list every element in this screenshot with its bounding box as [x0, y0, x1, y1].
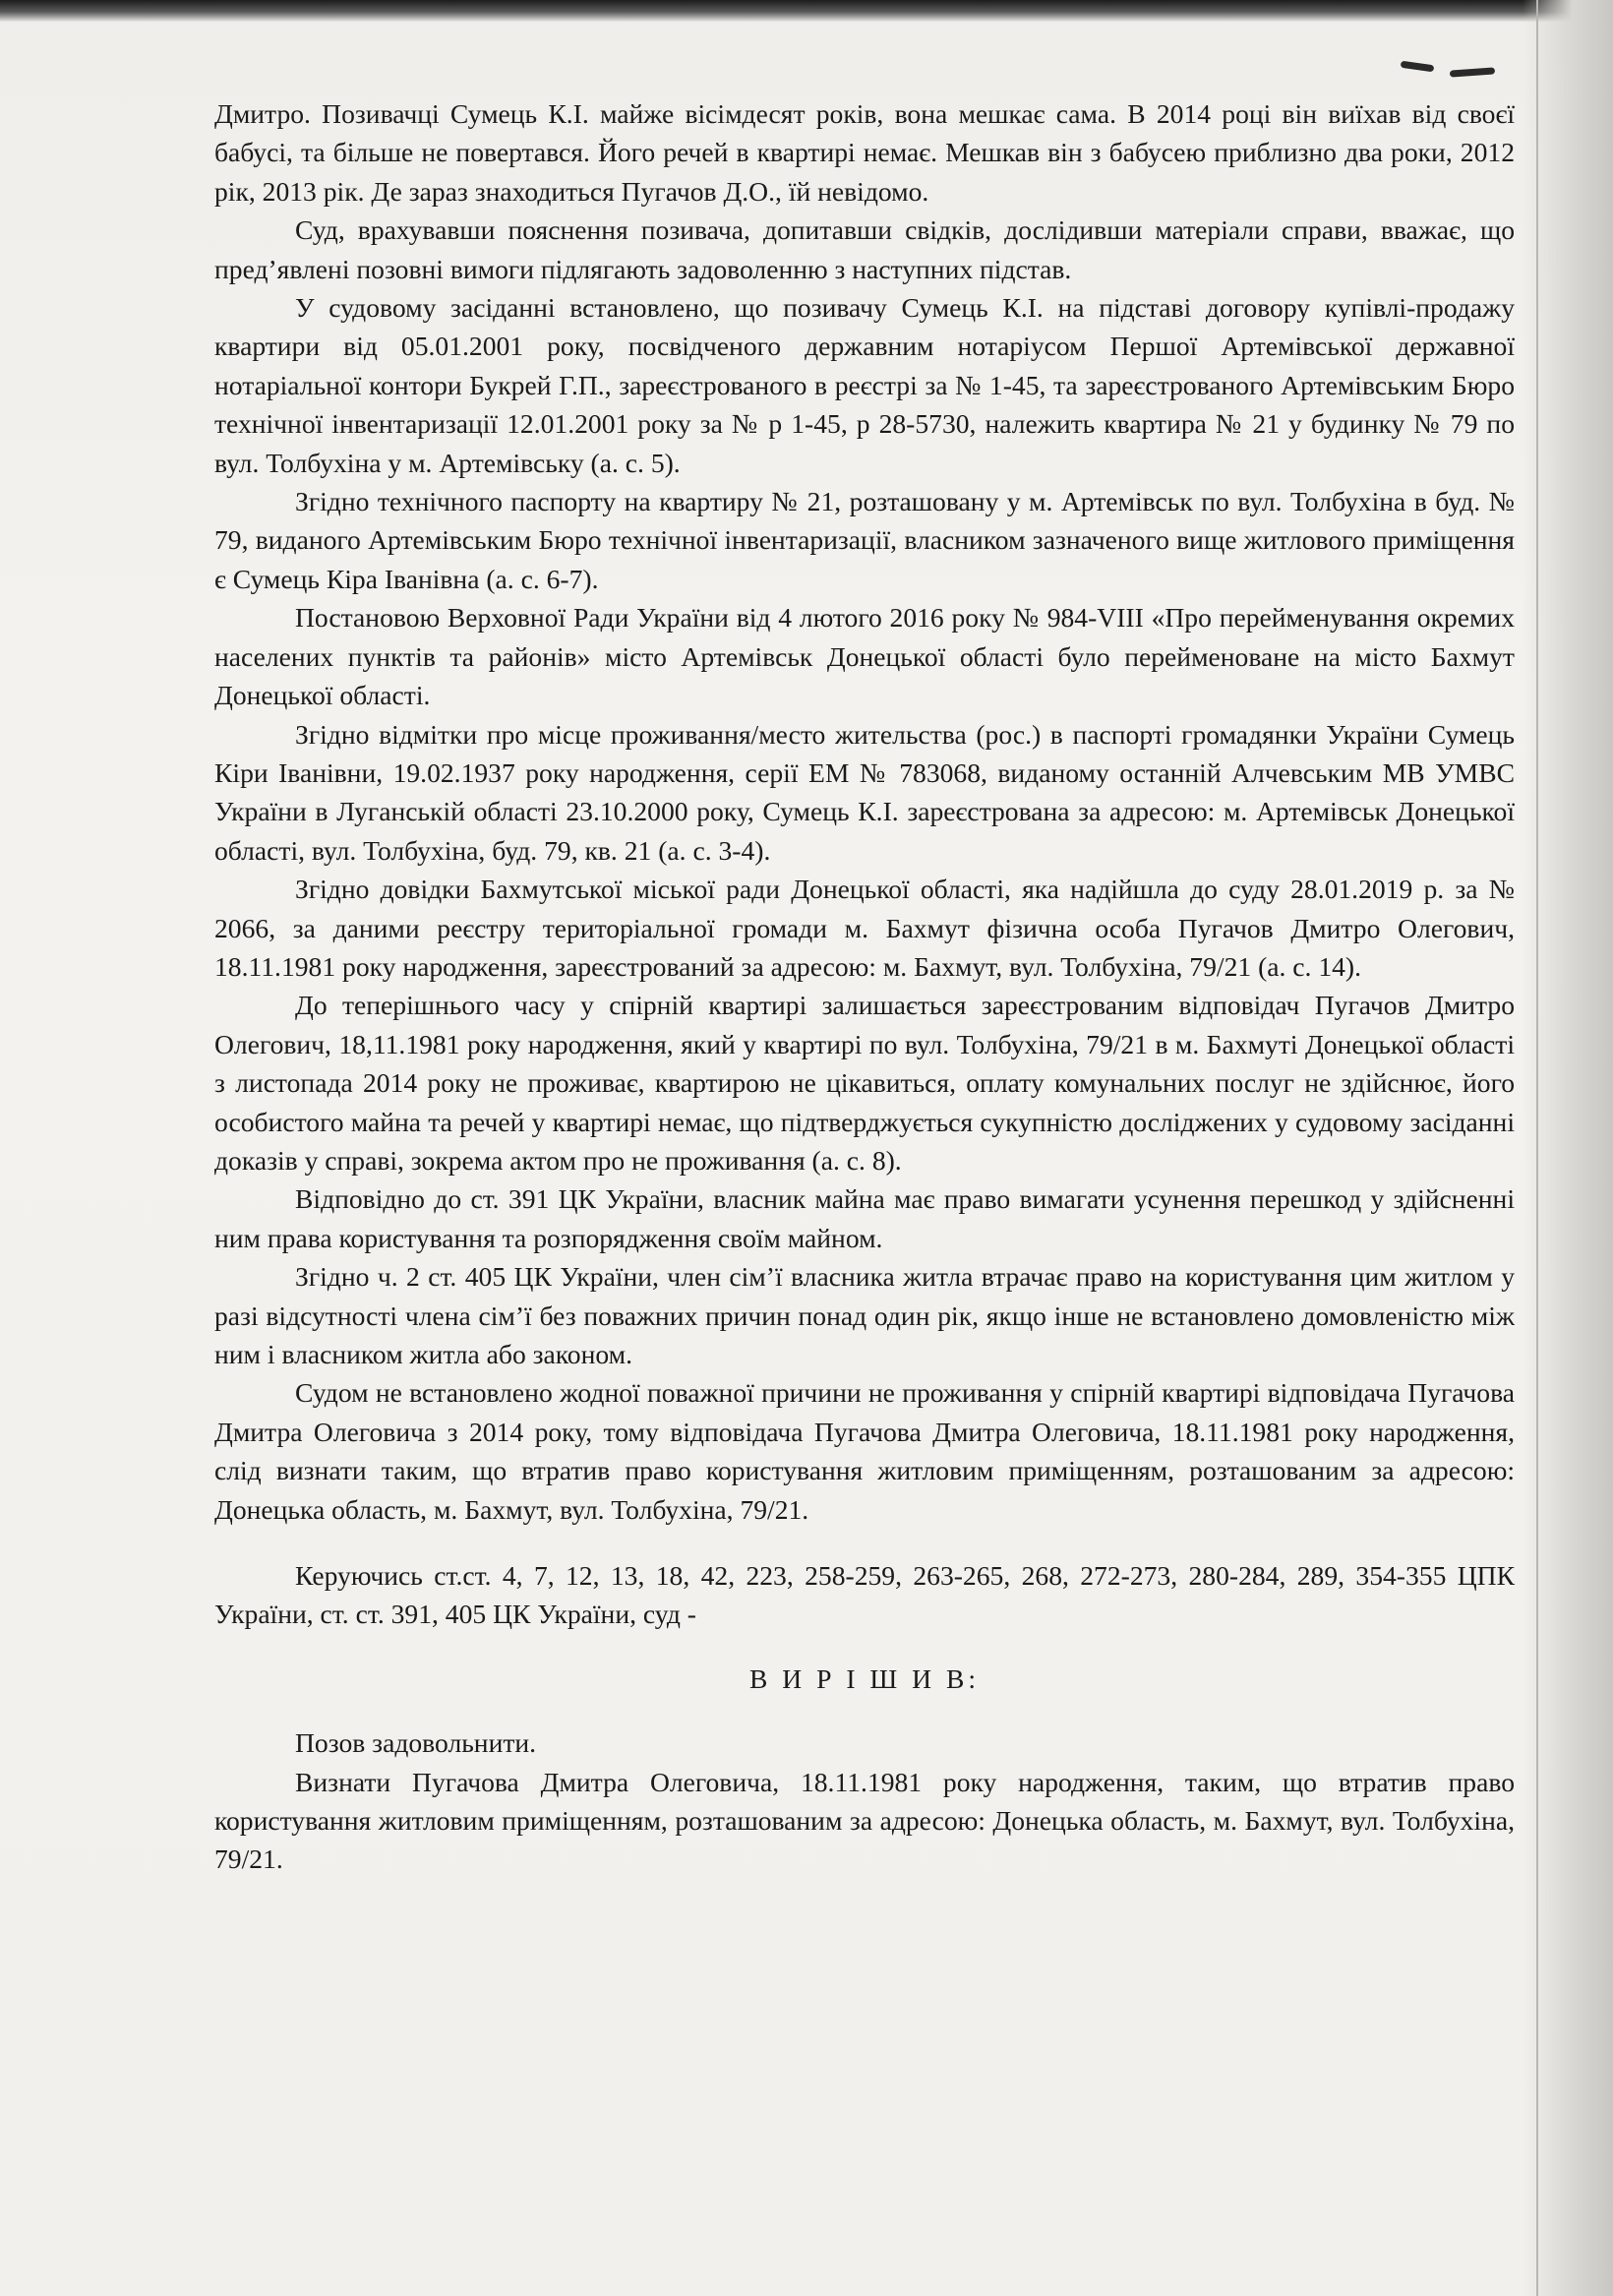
paragraph: Дмитро. Позивачці Сумець К.І. майже вісімдесят років, вона мешкає сама. В 2014 році він виїхав від своєї бабусі, та більше не повертався. Його речей в квартирі немає. Мешкав він з бабусею приблизно два роки, 2012 рік, 2013 рік. Де зараз знаходиться Пугачов Д.О., їй невідомо. — [214, 98, 1515, 207]
paragraph: Відповідно до ст. 391 ЦК України, власник майна має право вимагати усунення перешкод у здійсненні ним права користування та розпорядження своїм майном. — [214, 1183, 1515, 1253]
resolution-item: Позов задовольнити. — [295, 1727, 537, 1759]
decision-heading: В И Р І Ш И В: — [748, 1662, 981, 1694]
pen-mark — [1401, 61, 1435, 73]
paragraph: Постановою Верховної Ради України від 4 лютого 2016 року № 984-VIII «Про перейменування окремих населених пунктів та районів» місто Артемівськ Донецької області було перейменоване на місто Бахмут Донецької області. — [214, 602, 1515, 711]
pen-mark — [1450, 67, 1495, 77]
paragraph: Керуючись ст.ст. 4, 7, 12, 13, 18, 42, 223, 258-259, 263-265, 268, 272-273, 280-284, 289, 354-355 ЦПК України, ст. ст. 391, 405 ЦК України, суд - — [214, 1560, 1515, 1630]
paragraph: До теперішнього часу у спірній квартирі залишається зареєстрованим відповідач Пугачов Дмитро Олегович, 18,11.1981 року народження, який у квартирі по вул. Толбухіна, 79/21 в м. Бахмуті Донецької області з листопада 2014 року не проживає, квартирою не цікавиться, оплату комунальних послуг не здійснює, його особистого майна та речей у квартирі немає, що підтверджується сукупністю досліджених у судовому засіданні доказів у справі, зокрема актом про не проживання (а. с. 8). — [214, 990, 1515, 1176]
paragraph: Згідно ч. 2 ст. 405 ЦК України, член сім’ї власника житла втрачає право на користування цим житлом у разі відсутності члена сім’ї без поважних причин понад один рік, якщо інше не встановлено домовленістю між ним і власником житла або законом. — [214, 1261, 1515, 1369]
paragraph: Згідно відмітки про місце проживання/место жительства (рос.) в паспорті громадянки України Сумець Кіри Іванівни, 19.02.1937 року народження, серії ЕМ № 783068, виданому останній Алчевським МВ УМВС України в Луганській області 23.10.2000 року, Сумець К.І. зареєстрована за адресою: м. Артемівськ Донецької області, вул. Толбухіна, буд. 79, кв. 21 (а. с. 3-4). — [214, 718, 1515, 866]
paragraph: Згідно технічного паспорту на квартиру № 21, розташовану у м. Артемівськ по вул. Толбухіна в буд. № 79, виданого Артемівським Бюро технічної інвентаризації, власником зазначеного вище житлового приміщення є Сумець Кіра Іванівна (а. с. 6-7). — [214, 486, 1515, 594]
paragraph: Судом не встановлено жодної поважної причини не проживання у спірній квартирі відповідача Пугачова Дмитра Олеговича з 2014 року, тому відповідача Пугачова Дмитра Олеговича, 18.11.1981 року народження, слід визнати таким, що втратив право користування житловим приміщенням, розташованим за адресою: Донецька область, м. Бахмут, вул. Толбухіна, 79/21. — [214, 1377, 1515, 1525]
scan-top-edge — [0, 0, 1613, 22]
page-fold-line — [1536, 0, 1538, 2296]
paragraph: Згідно довідки Бахмутської міської ради Донецької області, яка надійшла до суду 28.01.2019 р. за № 2066, за даними реєстру територіальної громади м. Бахмут фізична особа Пугачов Дмитро Олегович, 18.11.1981 року народження, зареєстрований за адресою: м. Бахмут, вул. Толбухіна, 79/21 (а. с. 14). — [214, 874, 1515, 982]
resolution-item: Визнати Пугачова Дмитра Олеговича, 18.11.1981 року народження, таким, що втратив право користування житловим приміщенням, розташованим за адресою: Донецька область, м. Бахмут, вул. Толбухіна, 79/21. — [214, 1766, 1515, 1875]
paragraph: У судовому засіданні встановлено, що позивачу Сумець К.І. на підставі договору купівлі-продажу квартири від 05.01.2001 року, посвідченого державним нотаріусом Першої Артемівської державної нотаріальної контори Букрей Г.П., зареєстрованого в реєстрі за № 1-45, та зареєстрованого Артемівським Бюро технічної інвентаризації 12.01.2001 року за № р 1-45, р 28-5730, належить квартира № 21 у будинку № 79 по вул. Толбухіна у м. Артемівську (а. с. 5). — [214, 292, 1515, 478]
paragraph: Суд, врахувавши пояснення позивача, допитавши свідків, дослідивши матеріали справи, вважає, що пред’явлені позовні вимоги підлягають задоволенню з наступних підстав. — [214, 214, 1515, 284]
document-body — [214, 94, 1515, 2278]
